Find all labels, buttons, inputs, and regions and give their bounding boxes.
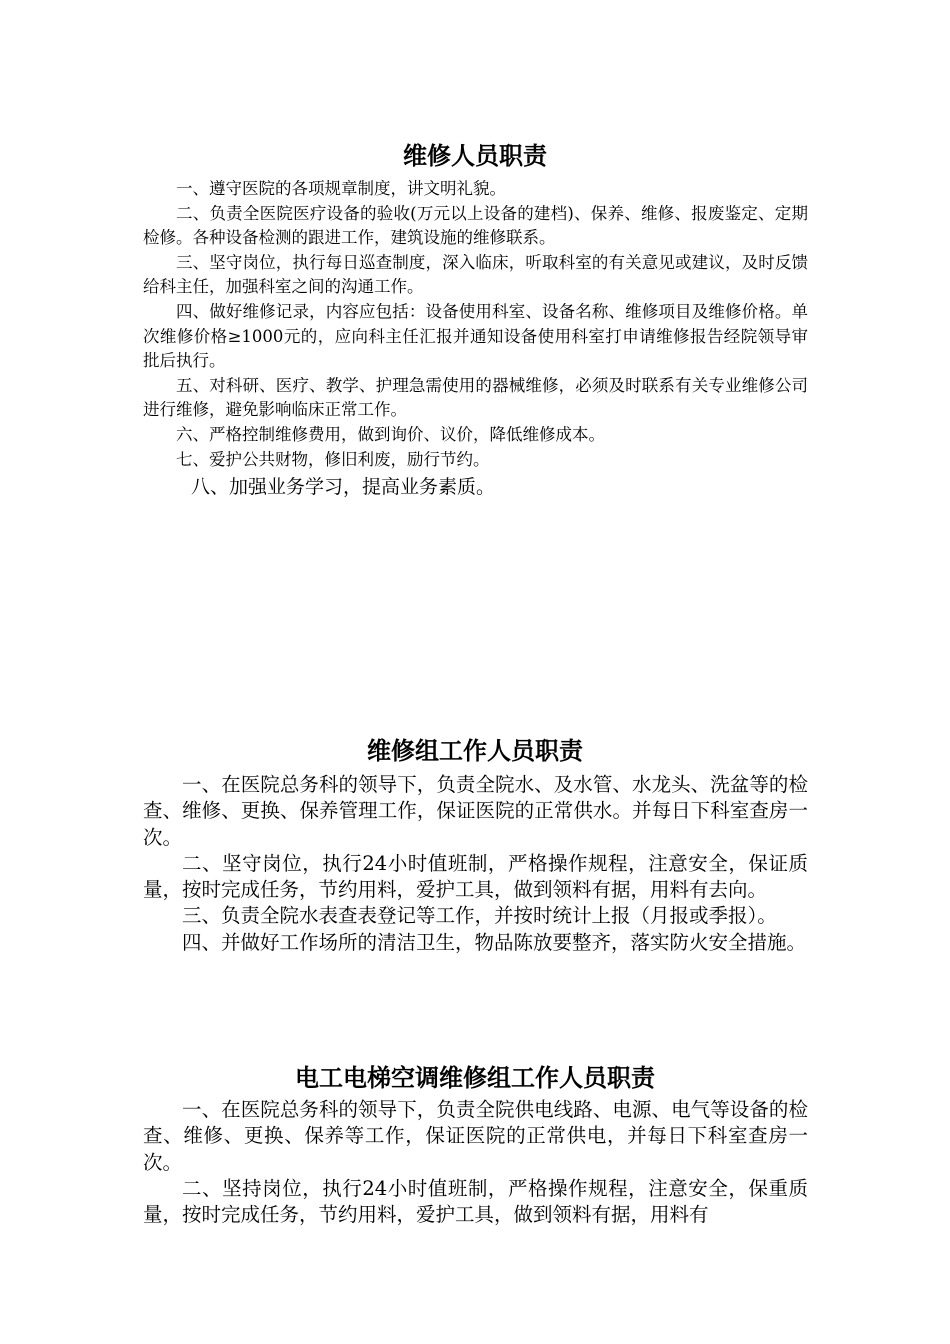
paragraph: 二、坚守岗位，执行24小时值班制，严格操作规程，注意安全，保证质量，按时完成任务，节约用料，爱护工具，做到领料有据，用料有去向。 [143, 851, 808, 902]
paragraph: 三、坚守岗位，执行每日巡查制度，深入临床，听取科室的有关意见或建议，及时反馈给科主任，加强科室之间的沟通工作。 [143, 252, 808, 297]
paragraph: 二、坚持岗位，执行24小时值班制，严格操作规程，注意安全，保重质量，按时完成任务，节约用料，爱护工具，做到领料有据，用料有 [143, 1176, 808, 1227]
section-maintenance-staff [143, 177, 808, 502]
paragraph: 八、加强业务学习，提高业务素质。 [191, 476, 496, 499]
paragraph: 二、负责全医院医疗设备的验收(万元以上设备的建档)、保养、维修、报废鉴定、定期检修。各种设备检测的跟进工作，建筑设施的维修联系。 [143, 203, 808, 248]
paragraph: 四、并做好工作场所的清洁卫生，物品陈放要整齐，落实防火安全措施。 [182, 930, 807, 954]
paragraph: 六、严格控制维修费用，做到询价、议价，降低维修成本。 [176, 424, 605, 444]
section-electrical-team [143, 1097, 808, 1228]
section-title-maintenance-staff: 维修人员职责 [403, 142, 547, 170]
section-maintenance-team [143, 772, 808, 956]
paragraph: 一、遵守医院的各项规章制度，讲文明礼貌。 [176, 179, 506, 198]
section-title-maintenance-team: 维修组工作人员职责 [367, 737, 583, 765]
section-title-electrical-team: 电工电梯空调维修组工作人员职责 [295, 1064, 655, 1092]
paragraph: 一、在医院总务科的领导下，负责全院水、及水管、水龙头、洗盆等的检查、维修、更换、保养管理工作，保证医院的正常供水。并每日下科室查房一次。 [143, 773, 808, 849]
paragraph: 五、对科研、医疗、教学、护理急需使用的器械维修，必须及时联系有关专业维修公司进行维修，避免影响临床正常工作。 [143, 375, 808, 420]
paragraph: 四、做好维修记录，内容应包括：设备使用科室、设备名称、维修项目及维修价格。单次维修价格≥1000元的，应向科主任汇报并通知设备使用科室打申请维修报告经院领导审批后执行。 [143, 301, 808, 371]
paragraph: 一、在医院总务科的领导下，负责全院供电线路、电源、电气等设备的检查、维修、更换、保养等工作，保证医院的正常供电，并每日下科室查房一次。 [143, 1098, 808, 1174]
paragraph: 三、负责全院水表查表登记等工作，并按时统计上报（月报或季报）。 [182, 904, 777, 928]
paragraph: 七、爱护公共财物，修旧利废，励行节约。 [176, 449, 490, 469]
